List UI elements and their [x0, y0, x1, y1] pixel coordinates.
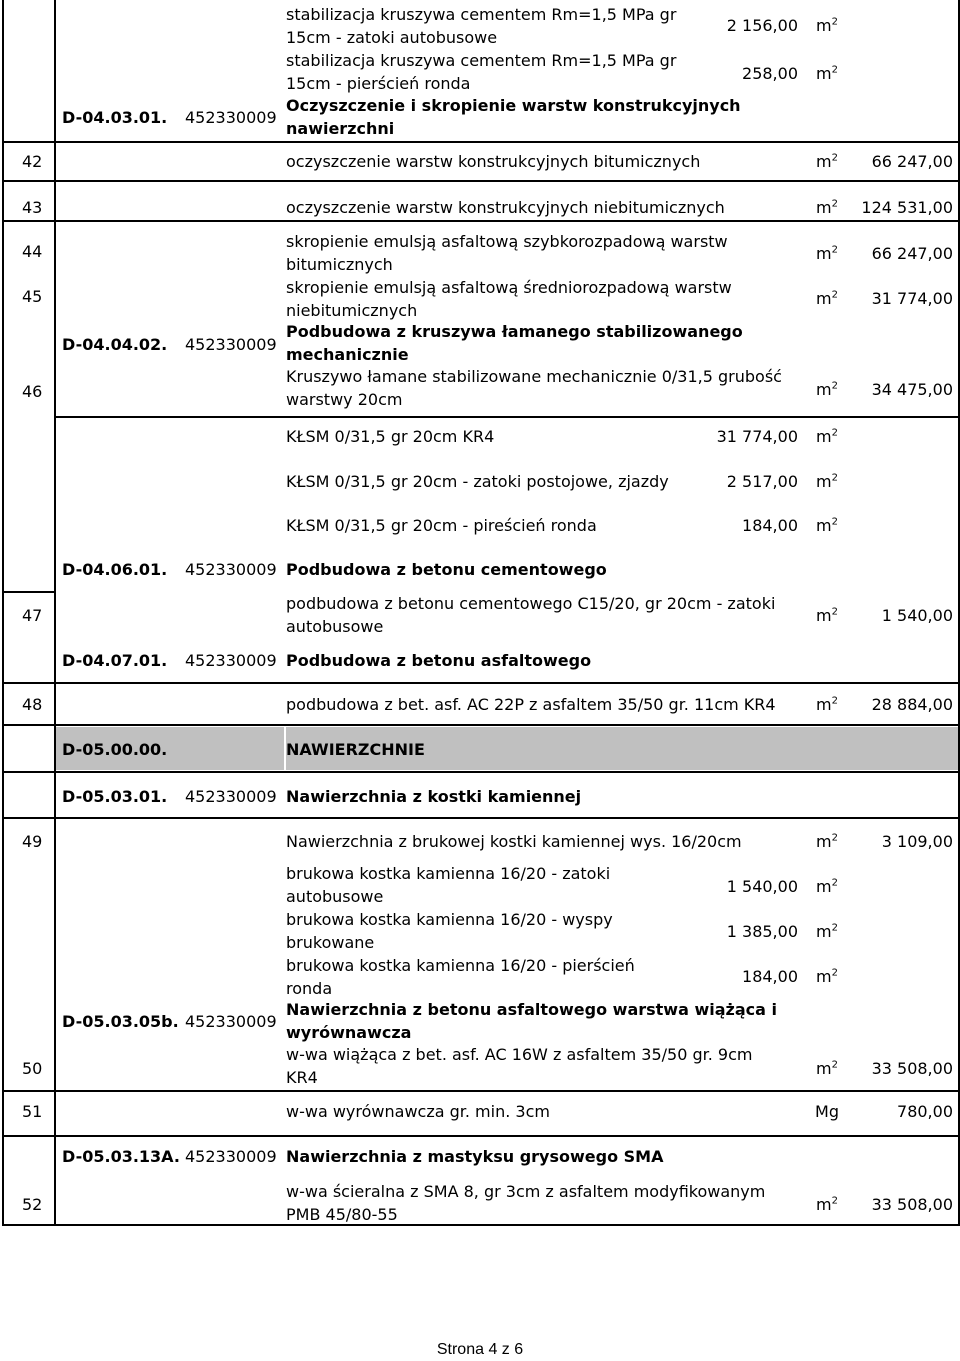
row-description: brukowa kostka kamienna 16/20 - zatoki — [286, 864, 611, 883]
unit-text: Mg — [815, 1102, 839, 1121]
row-description: KŁSM 0/31,5 gr 20cm KR4 — [286, 427, 495, 446]
unit-text: m — [816, 1059, 832, 1078]
unit-text: m — [816, 877, 832, 896]
section-title: wyrównawcza — [286, 1023, 412, 1042]
position-total: 33 508,00 — [871, 1195, 953, 1214]
table-rule — [2, 220, 54, 222]
position-number: 51 — [22, 1102, 43, 1121]
position-total: 124 531,00 — [861, 198, 953, 217]
unit-exponent: 2 — [831, 289, 838, 301]
unit-label — [797, 920, 857, 943]
unit-text: m — [816, 832, 832, 851]
table-column-rule — [54, 0, 56, 1224]
table-rule — [54, 180, 958, 182]
position-total: 1 540,00 — [881, 606, 953, 625]
unit-exponent: 2 — [831, 967, 838, 979]
table-rule — [2, 771, 54, 773]
section-code: D-04.04.02. — [62, 335, 168, 354]
unit-text: m — [816, 967, 832, 986]
section-title: Nawierzchnia z mastyksu grysowego SMA — [286, 1147, 664, 1166]
row-description: bitumicznych — [286, 255, 393, 274]
row-description: autobusowe — [286, 887, 384, 906]
unit-exponent: 2 — [831, 472, 838, 484]
unit-text: m — [816, 198, 832, 217]
table-rule — [2, 180, 54, 182]
unit-exponent: 2 — [831, 64, 838, 76]
row-description: oczyszczenie warstw konstrukcyjnych bitumicznych — [286, 152, 701, 171]
table-column-rule — [2, 0, 4, 1224]
table-rule — [54, 1090, 958, 1092]
unit-text: m — [816, 606, 832, 625]
unit-label — [797, 425, 857, 448]
section-cpv: 452330009 — [185, 108, 277, 127]
row-quantity: 2 517,00 — [726, 472, 798, 491]
section-cpv: 452330009 — [185, 651, 277, 670]
table-rule — [2, 141, 54, 143]
section-title: Nawierzchnia z kostki kamiennej — [286, 787, 582, 806]
unit-text: m — [816, 695, 832, 714]
table-rule — [54, 724, 958, 726]
section-title: Podbudowa z betonu asfaltowego — [286, 651, 592, 670]
position-number: 44 — [22, 242, 43, 261]
unit-text: m — [816, 427, 832, 446]
row-description: w-wa wyrównawcza gr. min. 3cm — [286, 1102, 550, 1121]
table-rule — [54, 141, 958, 143]
row-description: 15cm - pierścień ronda — [286, 74, 471, 93]
position-number: 42 — [22, 152, 43, 171]
table-rule — [2, 591, 54, 593]
table-rule — [54, 682, 958, 684]
row-description: skropienie emulsją asfaltową szybkorozpadową warstw — [286, 232, 728, 251]
position-number: 43 — [22, 198, 43, 217]
unit-exponent: 2 — [831, 877, 838, 889]
section-cpv: 452330009 — [185, 1147, 277, 1166]
unit-text: m — [816, 922, 832, 941]
position-number: 46 — [22, 382, 43, 401]
row-description: ronda — [286, 979, 333, 998]
unit-exponent: 2 — [831, 152, 838, 164]
row-quantity: 258,00 — [742, 64, 798, 83]
unit-label — [797, 62, 857, 85]
unit-exponent: 2 — [831, 606, 838, 618]
unit-text: m — [816, 380, 832, 399]
section-code: D-05.03.01. — [62, 787, 168, 806]
section-cpv: 452330009 — [185, 335, 277, 354]
section-code: D-05.03.05b. — [62, 1012, 179, 1031]
position-total: 66 247,00 — [871, 152, 953, 171]
section-title: Podbudowa z betonu cementowego — [286, 560, 607, 579]
row-description: warstwy 20cm — [286, 390, 403, 409]
row-description: skropienie emulsją asfaltową średniorozpadową warstw — [286, 278, 732, 297]
position-number: 49 — [22, 832, 43, 851]
row-description: podbudowa z betonu cementowego C15/20, gr 20cm - zatoki — [286, 594, 776, 613]
section-title: Nawierzchnia z betonu asfaltowego warstwa wiążąca i — [286, 1000, 777, 1019]
unit-exponent: 2 — [831, 244, 838, 256]
row-quantity: 184,00 — [742, 516, 798, 535]
row-description: niebitumicznych — [286, 301, 418, 320]
unit-text: m — [816, 244, 832, 263]
section-cpv: 452330009 — [185, 787, 277, 806]
row-description: stabilizacja kruszywa cementem Rm=1,5 MPa gr — [286, 5, 677, 24]
unit-text: m — [816, 1195, 832, 1214]
row-description: KŁSM 0/31,5 gr 20cm - zatoki postojowe, zjazdy — [286, 472, 669, 491]
table-rule — [54, 1135, 958, 1137]
unit-text: m — [816, 16, 832, 35]
row-description: autobusowe — [286, 617, 384, 636]
unit-text: m — [816, 152, 832, 171]
table-rule — [2, 682, 54, 684]
row-quantity: 1 385,00 — [726, 922, 798, 941]
row-quantity: 2 156,00 — [726, 16, 798, 35]
unit-exponent: 2 — [831, 427, 838, 439]
section-title: Oczyszczenie i skropienie warstw konstrukcyjnych — [286, 96, 741, 115]
table-rule — [2, 1090, 54, 1092]
unit-exponent: 2 — [831, 1195, 838, 1207]
position-total: 28 884,00 — [871, 695, 953, 714]
position-number: 52 — [22, 1195, 43, 1214]
row-description: PMB 45/80-55 — [286, 1205, 398, 1224]
table-rule — [54, 220, 958, 222]
row-description: KŁSM 0/31,5 gr 20cm - pireścień ronda — [286, 516, 597, 535]
row-description: w-wa ścieralna z SMA 8, gr 3cm z asfaltem modyfikowanym — [286, 1182, 766, 1201]
table-rule — [54, 771, 958, 773]
row-description: podbudowa z bet. asf. AC 22P z asfaltem 35/50 gr. 11cm KR4 — [286, 695, 776, 714]
position-number: 50 — [22, 1059, 43, 1078]
unit-exponent: 2 — [831, 198, 838, 210]
unit-label — [797, 514, 857, 537]
position-number: 47 — [22, 606, 43, 625]
row-description: oczyszczenie warstw konstrukcyjnych niebitumicznych — [286, 198, 725, 217]
unit-label — [797, 470, 857, 493]
section-code: D-04.07.01. — [62, 651, 168, 670]
table-rule — [2, 817, 54, 819]
section-code: D-04.03.01. — [62, 108, 168, 127]
unit-exponent: 2 — [831, 832, 838, 844]
unit-text: m — [816, 472, 832, 491]
row-description: Kruszywo łamane stabilizowane mechanicznie 0/31,5 grubość — [286, 367, 782, 386]
row-quantity: 184,00 — [742, 967, 798, 986]
section-title: mechanicznie — [286, 345, 409, 364]
section-code: D-04.06.01. — [62, 560, 168, 579]
position-total: 3 109,00 — [881, 832, 953, 851]
position-number: 48 — [22, 695, 43, 714]
row-description: KR4 — [286, 1068, 318, 1087]
section-title: nawierzchni — [286, 119, 395, 138]
position-total: 66 247,00 — [871, 244, 953, 263]
unit-label — [797, 14, 857, 37]
unit-exponent: 2 — [831, 1059, 838, 1071]
row-description: 15cm - zatoki autobusowe — [286, 28, 498, 47]
row-description: brukowa kostka kamienna 16/20 - pierścień — [286, 956, 635, 975]
position-total: 780,00 — [897, 1102, 953, 1121]
section-title: Podbudowa z kruszywa łamanego stabilizowanego — [286, 322, 743, 341]
unit-text: m — [816, 289, 832, 308]
unit-exponent: 2 — [831, 380, 838, 392]
position-total: 31 774,00 — [871, 289, 953, 308]
section-code: D-05.03.13A. — [62, 1147, 180, 1166]
row-description: Nawierzchnia z brukowej kostki kamiennej wys. 16/20cm — [286, 832, 742, 851]
table-rule — [54, 416, 958, 418]
section-cpv: 452330009 — [185, 1012, 277, 1031]
unit-label — [797, 875, 857, 898]
section-cpv: 452330009 — [185, 560, 277, 579]
unit-exponent: 2 — [831, 695, 838, 707]
table-rule — [2, 1224, 960, 1226]
row-quantity: 31 774,00 — [716, 427, 798, 446]
row-description: w-wa wiążąca z bet. asf. AC 16W z asfaltem 35/50 gr. 9cm — [286, 1045, 753, 1064]
unit-label — [797, 965, 857, 988]
position-number: 45 — [22, 287, 43, 306]
table-rule — [2, 724, 54, 726]
section-code: D-05.00.00. — [62, 740, 168, 759]
unit-text: m — [816, 64, 832, 83]
position-total: 33 508,00 — [871, 1059, 953, 1078]
position-total: 34 475,00 — [871, 380, 953, 399]
row-quantity: 1 540,00 — [726, 877, 798, 896]
section-title: NAWIERZCHNIE — [286, 740, 425, 759]
table-rule — [2, 1135, 54, 1137]
row-description: brukowa kostka kamienna 16/20 - wyspy — [286, 910, 613, 929]
row-description: brukowane — [286, 933, 375, 952]
page-footer: Strona 4 z 6 — [436, 1341, 524, 1358]
unit-text: m — [816, 516, 832, 535]
unit-exponent: 2 — [831, 516, 838, 528]
row-description: stabilizacja kruszywa cementem Rm=1,5 MPa gr — [286, 51, 677, 70]
unit-exponent: 2 — [831, 16, 838, 28]
unit-exponent: 2 — [831, 922, 838, 934]
table-rule — [54, 817, 958, 819]
